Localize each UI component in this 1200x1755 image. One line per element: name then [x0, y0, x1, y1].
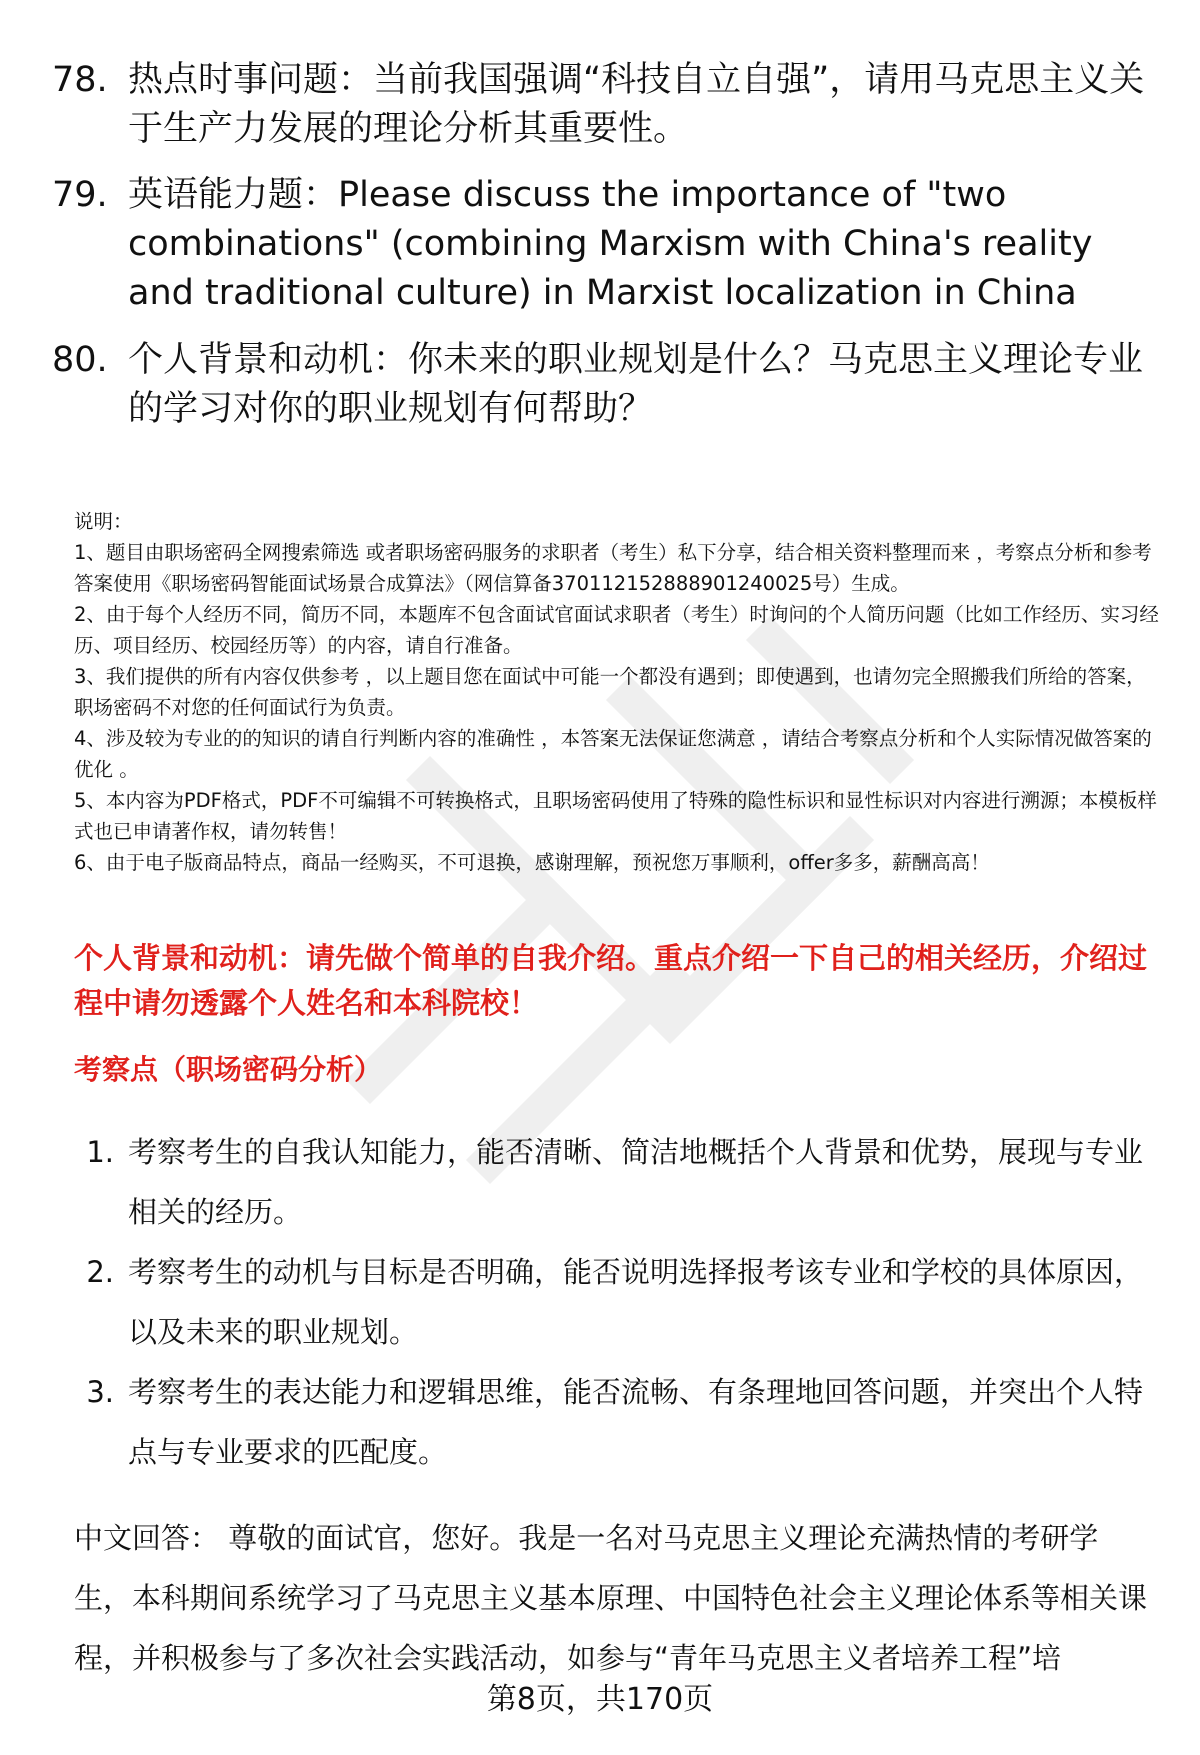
page-footer: 第8页，共170页 [486, 1682, 714, 1717]
notes-heading: 说明： [74, 510, 133, 533]
list-item [74, 1242, 1144, 1362]
list-text: 考察考生的动机与目标是否明确，能否说明选择报考该专业和学校的具体原因，以及未来的职业规划。 [128, 1255, 1144, 1349]
question-number: 80. [52, 340, 108, 380]
question-text: 英语能力题：Please discuss the importance of "two combinations" (combining Marxism with China's reality and traditional culture) in Marxist localization in China [128, 175, 1093, 313]
question-number: 79. [52, 175, 108, 215]
question-text: 热点时事问题：当前我国强调“科技自立自强”，请用马克思主义关于生产力发展的理论分析其重要性。 [128, 60, 1145, 149]
question-text: 个人背景和动机：你未来的职业规划是什么？马克思主义理论专业的学习对你的职业规划有何帮助？ [128, 340, 1144, 429]
list-item [74, 1122, 1144, 1242]
list-text: 考察考生的表达能力和逻辑思维，能否流畅、有条理地回答问题，并突出个人特点与专业要求的匹配度。 [128, 1375, 1144, 1469]
chinese-answer: 中文回答： 尊敬的面试官，您好。我是一名对马克思主义理论充满热情的考研学生，本科期间系统学习了马克思主义基本原理、中国特色社会主义理论体系等相关课程，并积极参与了多次社会实践活动，如参与“青年马克思主义者培养工程”培 [74, 1521, 1148, 1675]
list-item [74, 1362, 1144, 1482]
note-item: 6、由于电子版商品特点，商品一经购买，不可退换，感谢理解，预祝您万事顺利，offer多多，薪酬高高！ [74, 851, 990, 874]
list-number: 3. [86, 1375, 114, 1409]
question-number: 78. [52, 60, 108, 100]
note-item: 1、题目由职场密码全网搜索筛选 或者职场密码服务的求职者（考生）私下分享，结合相关资料整理而来 ，考察点分析和参考答案使用《职场密码智能面试场景合成算法》（网信算备370112152888901240025号）生成。 [74, 541, 1152, 595]
question-78 [52, 56, 1162, 154]
disclaimer-notes [74, 506, 1164, 878]
assessment-points-title: 考察点（职场密码分析） [74, 1053, 383, 1086]
interview-question-title: 个人背景和动机：请先做个简单的自我介绍。重点介绍一下自己的相关经历，介绍过程中请勿透露个人姓名和本科院校！ [74, 941, 1148, 1020]
question-80 [52, 336, 1162, 434]
list-number: 2. [86, 1255, 114, 1289]
list-number: 1. [86, 1135, 114, 1169]
note-item: 3、我们提供的所有内容仅供参考 ，以上题目您在面试中可能一个都没有遇到；即使遇到，也请勿完全照搬我们所给的答案，职场密码不对您的任何面试行为负责。 [74, 665, 1146, 719]
note-item: 2、由于每个人经历不同，简历不同，本题库不包含面试官面试求职者（考生）时询问的个人简历问题（比如工作经历、实习经历、项目经历、校园经历等）的内容，请自行准备。 [74, 603, 1159, 657]
question-79 [52, 171, 1162, 318]
list-text: 考察考生的自我认知能力，能否清晰、简洁地概括个人背景和优势，展现与专业相关的经历。 [128, 1135, 1144, 1229]
assessment-points-list [74, 1122, 1144, 1482]
note-item: 5、本内容为PDF格式，PDF不可编辑不可转换格式，且职场密码使用了特殊的隐性标识和显性标识对内容进行溯源；本模板样式也已申请著作权，请勿转售！ [74, 789, 1157, 843]
note-item: 4、涉及较为专业的的知识的请自行判断内容的准确性 ，本答案无法保证您满意 ，请结合考察点分析和个人实际情况做答案的优化 。 [74, 727, 1152, 781]
